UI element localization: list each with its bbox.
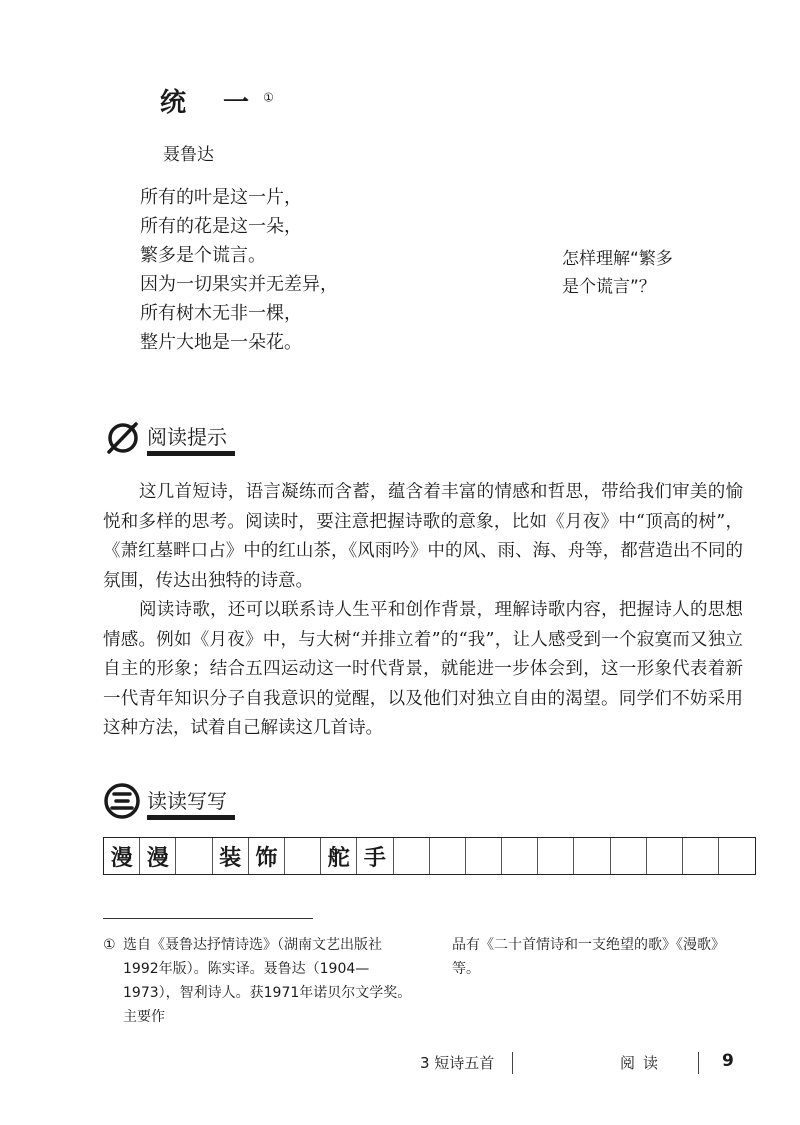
grid-cell (502, 838, 538, 874)
poem-body (140, 183, 338, 357)
grid-cell (394, 838, 430, 874)
reading-hint-icon (103, 418, 141, 456)
poem-title-text: 统 一 (160, 88, 264, 118)
grid-cell (647, 838, 683, 874)
grid-cell (719, 838, 755, 874)
grid-cell (466, 838, 502, 874)
reading-hint-heading (103, 418, 227, 456)
margin-question (562, 245, 742, 301)
reading-hint-paragraph: 这几首短诗，语言凝练而含蓄，蕴含着丰富的情感和哲思，带给我们审美的愉悦和多样的思考。阅读时，要注意把握诗歌的意象，比如《月夜》中“顶高的树”，《萧红墓畔口占》中的红山茶，《风雨吟》中的风、雨、海、舟等，都营造出不同的氛围，传达出独特的诗意。 (103, 482, 743, 591)
read-write-icon (103, 782, 141, 820)
margin-question-line: 是个谎言”？ (562, 277, 656, 297)
character-grid (103, 837, 756, 875)
poem-line: 所有的花是这一朵， (140, 216, 302, 237)
footnote-right: 品有《二十首情诗和一支绝望的歌》《漫歌》等。 (452, 937, 725, 977)
margin-question-line: 怎样理解“繁多 (562, 249, 673, 269)
footnote-left (103, 933, 413, 1029)
grid-cell (430, 838, 466, 874)
poem-line: 所有的叶是这一片， (140, 187, 302, 208)
grid-cell: 漫 (104, 838, 140, 874)
grid-cell (538, 838, 574, 874)
reading-hint-title: 阅读提示 (147, 421, 227, 456)
grid-cell (176, 838, 212, 874)
footer-divider (512, 1052, 513, 1074)
read-write-title: 读读写写 (147, 785, 227, 820)
grid-cell: 手 (357, 838, 393, 874)
footnote-text: 选自《聂鲁达抒情诗选》（湖南文艺出版社1992年版）。陈实译。聂鲁达（1904—1973），智利诗人。获1971年诺贝尔文学奖。主要作 (123, 937, 412, 1025)
footer-divider (698, 1052, 699, 1074)
footnote-ref[interactable]: ① (263, 90, 274, 105)
poem-author: 聂鲁达 (163, 145, 214, 165)
poem-line: 所有树木无非一棵， (140, 303, 302, 324)
footnote-marker: ① (103, 937, 116, 953)
grid-cell: 舵 (321, 838, 357, 874)
reading-hint-paragraph: 阅读诗歌，还可以联系诗人生平和创作背景，理解诗歌内容，把握诗人的思想情感。例如《月夜》中，与大树“并排立着”的“我”，让人感受到一个寂寞而又独立自主的形象；结合五四运动这一时代背景，就能进一步体会到，这一形象代表着新一代青年知识分子自我意识的觉醒，以及他们对独立自由的渴望。同学们不妨采用这种方法，试着自己解读这几首诗。 (103, 600, 743, 738)
footer-lesson: 3 短诗五首 (420, 1054, 495, 1072)
grid-cell (574, 838, 610, 874)
poem-title (160, 82, 274, 119)
read-write-heading (103, 782, 227, 820)
grid-cell: 漫 (140, 838, 176, 874)
reading-hint-body (103, 478, 743, 744)
footer-section: 阅读 (620, 1054, 667, 1072)
poem-line: 整片大地是一朵花。 (140, 332, 302, 353)
footnote-divider (103, 918, 313, 919)
grid-cell: 装 (213, 838, 249, 874)
grid-cell: 饰 (249, 838, 285, 874)
grid-cell (683, 838, 719, 874)
grid-cell (611, 838, 647, 874)
page-number: 9 (722, 1051, 734, 1071)
poem-line: 因为一切果实并无差异， (140, 274, 338, 295)
poem-line: 繁多是个谎言。 (140, 245, 266, 266)
grid-cell (285, 838, 321, 874)
